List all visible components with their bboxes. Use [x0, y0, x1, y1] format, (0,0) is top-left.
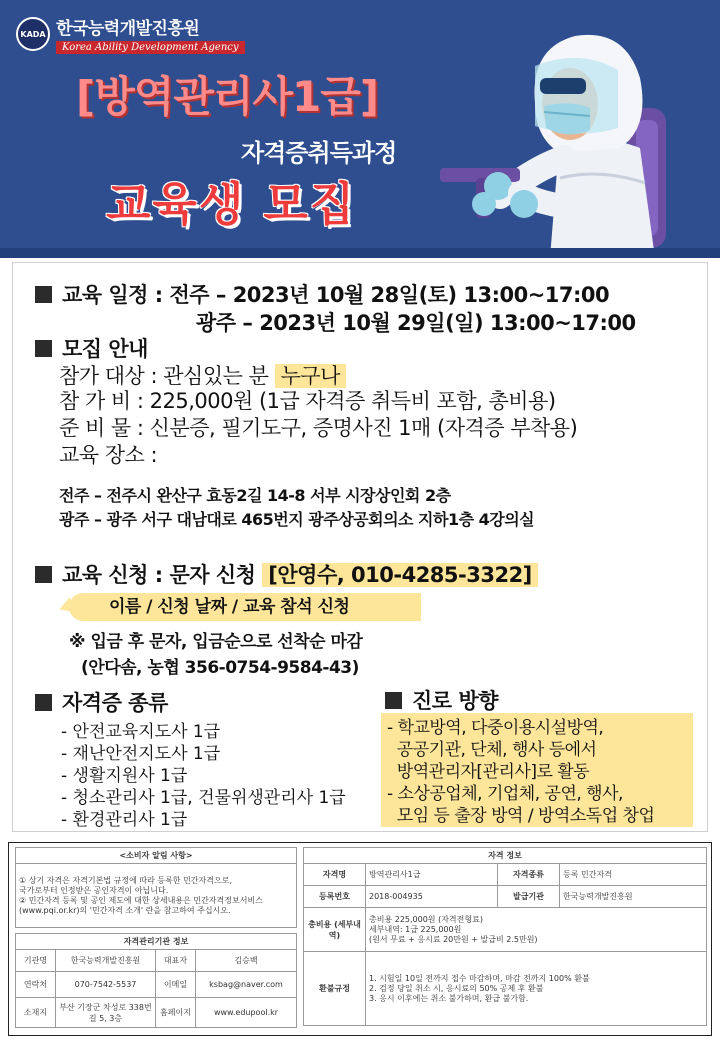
course-subtitle: 자격증취득과정 [241, 139, 397, 167]
legal-info-footer [8, 842, 712, 1036]
org-logo [16, 14, 245, 54]
list-item: - 청소관리사 1급, 건물위생관리사 1급 [61, 788, 346, 808]
fee-row: 참 가 비 : 225,000원 (1급 자격증 취득비 포함, 총비용) [59, 389, 556, 413]
schedule-row: 교육 일정 : 전주 – 2023년 10월 28일(토) 13:00~17:00 [35, 279, 609, 309]
recruit-headline: 교육생 모집 [106, 177, 357, 231]
recruit-info-panel [12, 262, 708, 832]
hero-banner [0, 0, 720, 258]
org-name-en: Korea Ability Development Agency [56, 41, 245, 54]
bullet-square-icon [35, 694, 52, 711]
schedule-gwangju: 광주 – 2023년 10월 29일(일) 13:00~17:00 [196, 311, 636, 335]
list-item: - 환경관리사 1급 [61, 810, 188, 830]
target-highlight: 누구나 [275, 364, 346, 388]
certificates-list [61, 721, 346, 831]
apply-note: ※ 입금 후 문자, 입금순으로 선착순 마감 [69, 632, 363, 652]
bullet-square-icon [35, 286, 52, 303]
target-row: 참가 대상 : 관심있는 분 누구나 [59, 360, 346, 390]
org-name: 한국능력개발진흥원 [56, 19, 200, 39]
bullet-square-icon [35, 340, 52, 357]
apply-account: (안다솜, 농협 356-0754-9584-43) [81, 658, 359, 678]
agency-info-table: 자격관리기관 정보 기관명 한국능력개발진흥원 대표자 김승백 연락처 070-7542-5537 이메일 ksbag@naver.com 소재지 부산 기장군 차성로 338번길 5, 3층 홈페이지 www.edupool.kr [15, 933, 297, 1028]
consumer-notice-title: <소비자 알림 사항> [16, 848, 297, 864]
place-gwangju: 광주 – 광주 서구 대남대로 465번지 광주상공회의소 지하1층 4강의실 [59, 510, 535, 529]
schedule-label: 교육 일정 [62, 283, 148, 307]
recruit-heading: 모집 안내 [35, 333, 148, 363]
cert-info-title: 자격 정보 [304, 848, 707, 864]
org-seal-icon: KADA [16, 17, 50, 51]
apply-row: 교육 신청 : 문자 신청 [안영수, 010-4285-3322] [35, 559, 538, 589]
place-jeonju: 전주 – 전주시 완산구 효동2길 14-8 서부 시장상인회 2층 [59, 486, 451, 505]
list-item: - 안전교육지도사 1급 [61, 722, 221, 742]
career-box [381, 713, 693, 827]
disinfection-worker-illustration [440, 8, 720, 258]
course-title: [방역관리사1급] [76, 72, 379, 121]
agency-info-title: 자격관리기관 정보 [16, 934, 297, 950]
message-format-bubble: 이름 / 신청 날짜 / 교육 참석 신청 [69, 593, 421, 621]
prep-row: 준 비 물 : 신분증, 필기도구, 증명사진 1매 (자격증 부착용) [59, 416, 578, 440]
list-item: - 학교방역, 다중이용시설방역, [387, 718, 604, 738]
place-label: 교육 장소 : [59, 443, 158, 467]
consumer-notice-body: ① 상기 자격은 자격기본법 규정에 따라 등록한 민간자격으로, 국가로부터 인정받은 공인자격이 아닙니다. ② 민간자격 등록 및 공인 제도에 대한 상세내용은 민간자격정보서비스 (www.pqi.or.kr)의 '민간자격 소개' 란을 참고하여 주십시오. [16, 864, 297, 928]
list-item: 공공기관, 단체, 행사 등에서 [387, 740, 597, 760]
career-heading: 진로 방향 [385, 685, 498, 715]
list-item: - 생활지원사 1급 [61, 766, 188, 786]
bullet-square-icon [385, 692, 402, 709]
list-item: 방역관리자[관리사]로 활동 [387, 762, 590, 782]
list-item: 모임 등 출장 방역 / 방역소독업 창업 [387, 806, 655, 826]
list-item: - 재난안전지도사 1급 [61, 744, 221, 764]
bullet-square-icon [35, 566, 52, 583]
schedule-jeonju: 전주 – 2023년 10월 28일(토) 13:00~17:00 [169, 283, 610, 307]
certificates-heading: 자격증 종류 [35, 687, 168, 717]
apply-contact: [안영수, 010-4285-3322] [262, 563, 538, 587]
cert-info-table: 자격 정보 자격명 방역관리사1급 자격종류 등록 민간자격 등록번호 2018-004935 발급기관 한국능력개발진흥원 총비용 (세부내역) 총비용 225,000원 (자격전형료) 세부내역: 1급 225,000원 (원서 무료 + 응시료 20만원 + 발급비 2.5만원) 환불규정 1. 시험일 10일 전까지 접수 마감하며, 마감 전까지 100% 환불 2. 검정 당일 취소 시, 응시료의 50% 공제 후 환불 3. 응시 이후에는 취소 불가하며, 환급 불가함. [303, 847, 707, 1026]
consumer-notice-table [15, 847, 297, 928]
list-item: - 소상공업체, 기업체, 공연, 행사, [387, 784, 623, 804]
